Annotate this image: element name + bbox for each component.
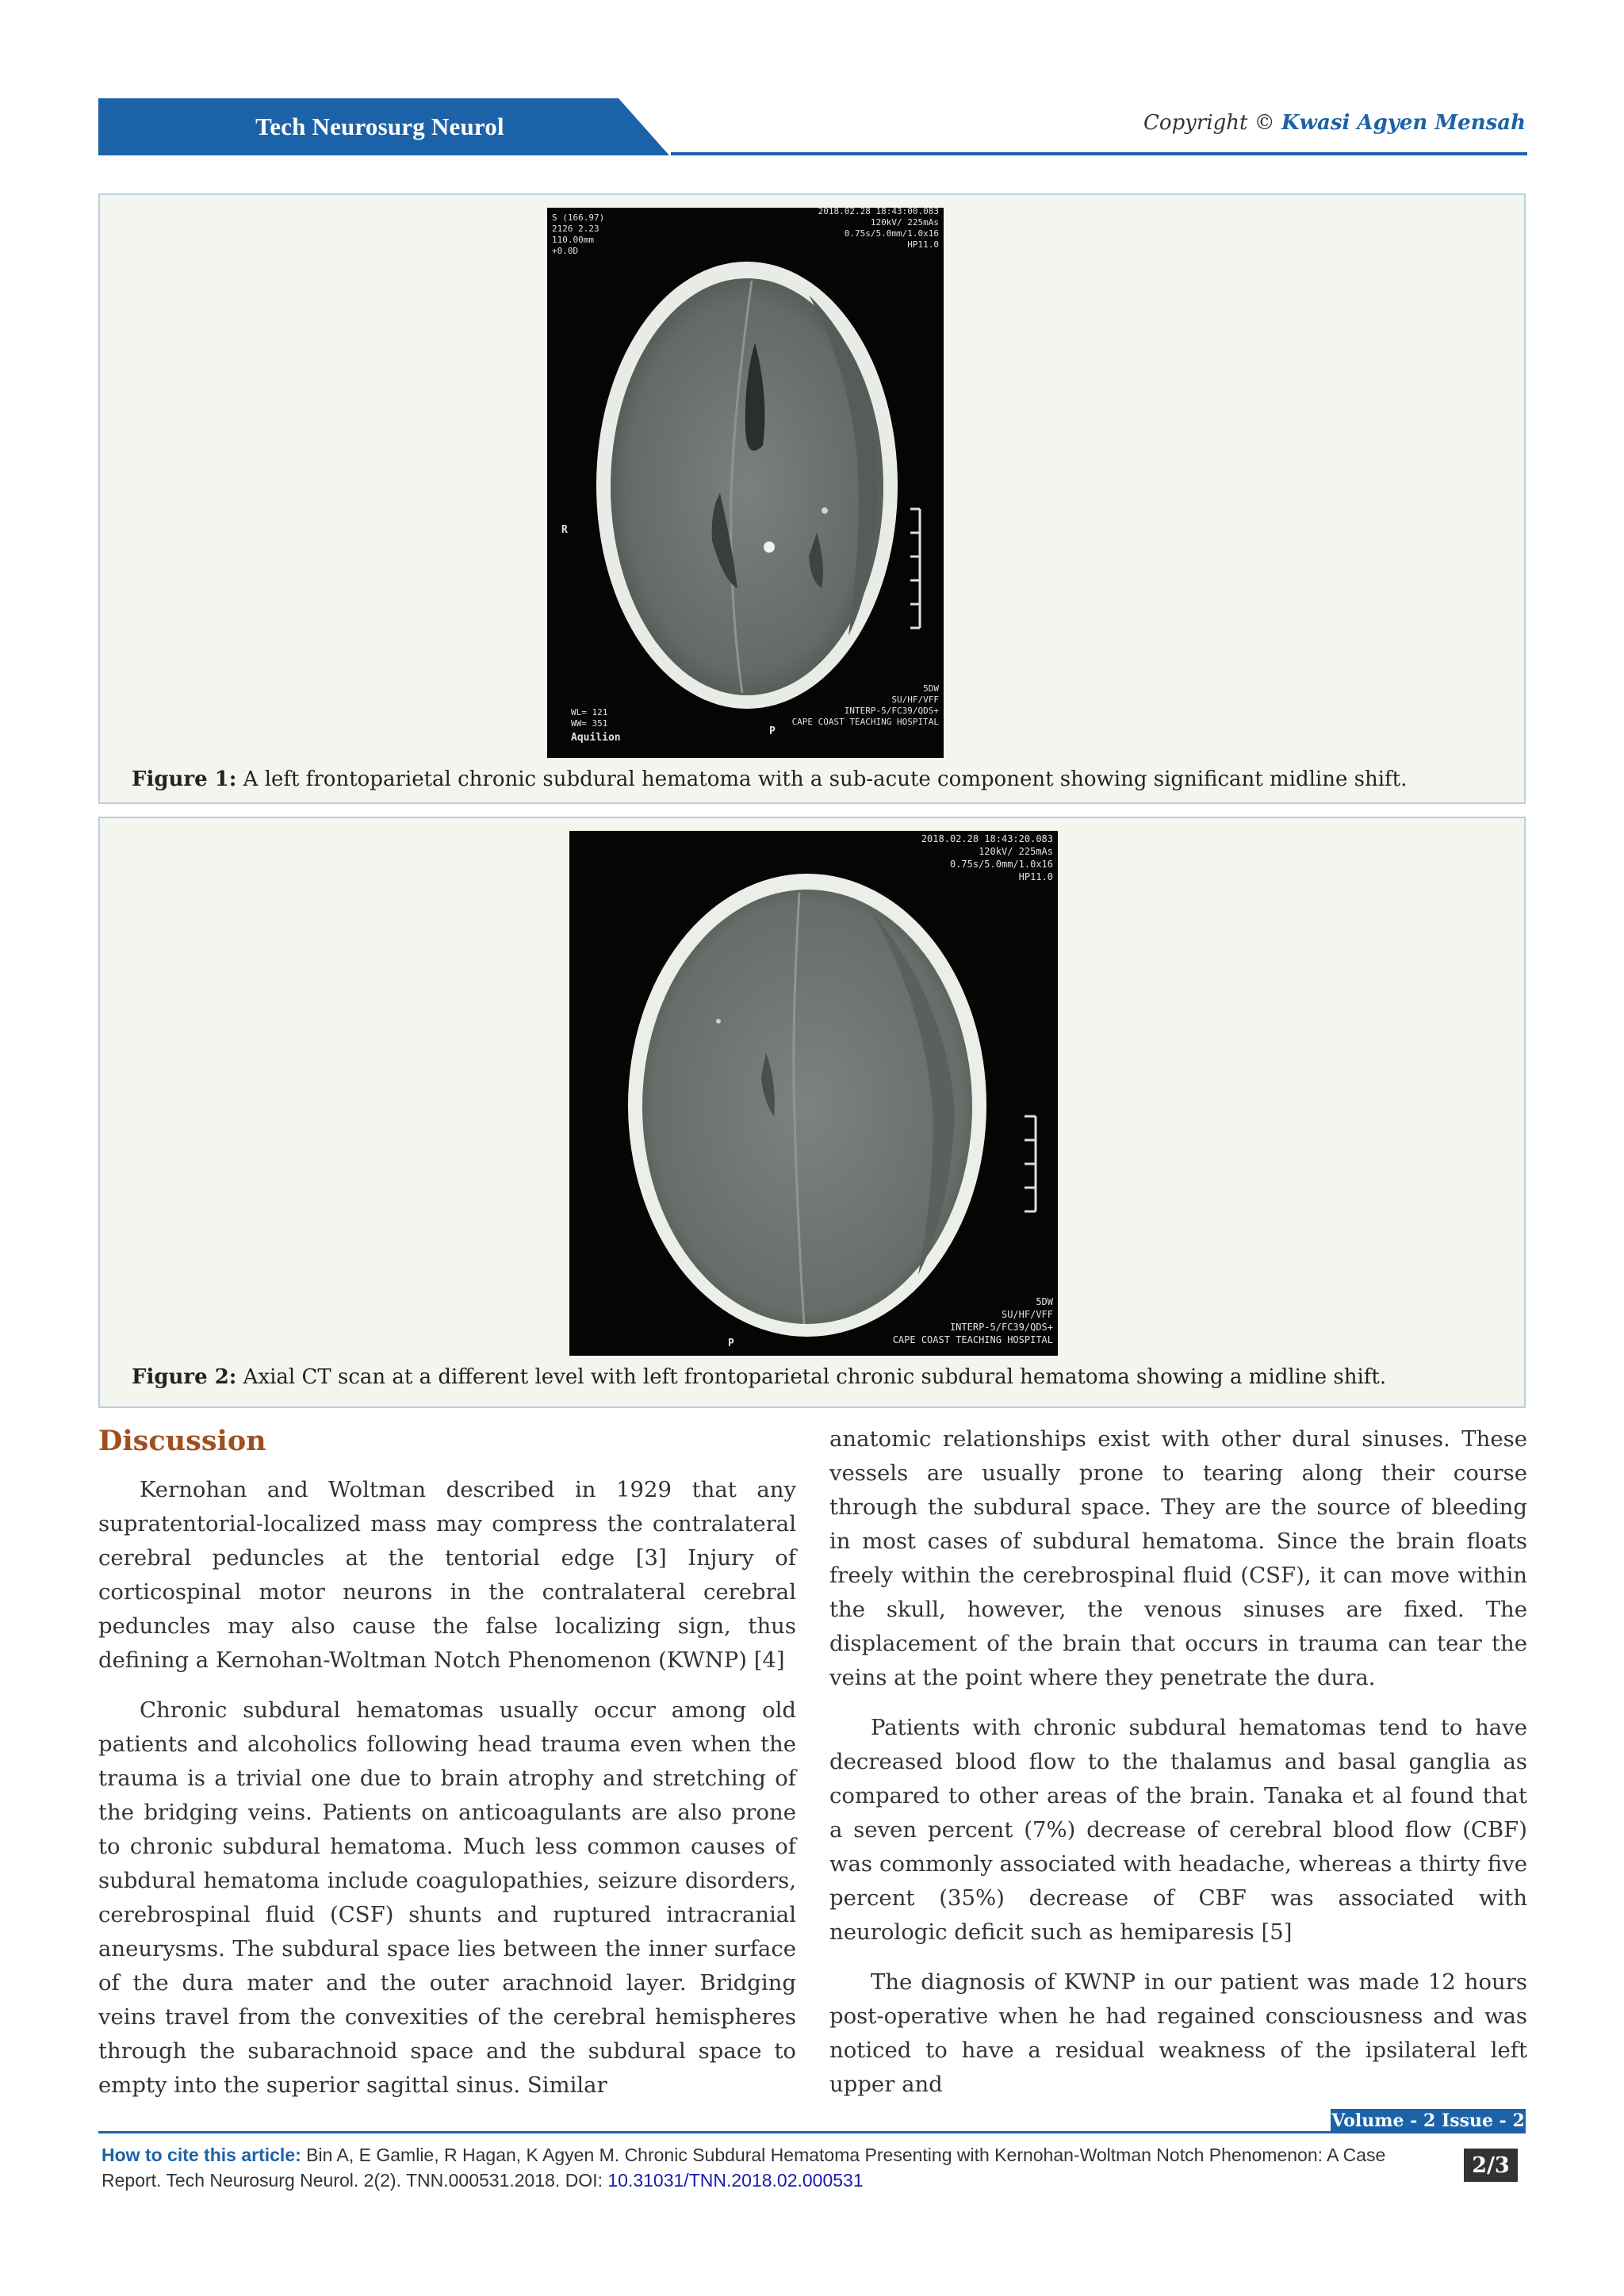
discussion-paragraph-5: The diagnosis of KWNP in our patient was made 12 hours post-operative when he had regained consciousness and was noticed to have a residual weakness of the ipsilateral left upper and <box>829 1969 1527 2097</box>
ct-scan-image-1 <box>547 208 944 758</box>
overlay-tl3: 110.00mm <box>552 235 594 245</box>
discussion-paragraph-4: Patients with chronic subdural hematomas tend to have decreased blood flow to the thalamus and basal ganglia as compared to other areas of the brain. Tanaka et al found that a seven percent (7%) decrease of cerebral blood flow (CBF) was commonly associated with headache, whereas a thirty five percent (35%) decrease of CBF was associated with neurologic deficit such as hemiparesis [5] <box>829 1715 1527 1945</box>
citation-text: Bin A, E Gamlie, R Hagan, K Agyen M. Chronic Subdural Hematoma Presenting with Kernohan-Woltman Notch Phenomenon: A Case Report. Tech Neurosurg Neurol. 2(2). TNN.000531.2018. DOI: <box>102 2145 1386 2191</box>
citation-label: How to cite this article: <box>102 2145 301 2165</box>
header-rule <box>671 152 1527 155</box>
page-number: 2/3 <box>1464 2149 1518 2182</box>
overlay2-tr4: HP11.0 <box>1018 871 1053 882</box>
discussion-paragraph-1: Kernohan and Woltman described in 1929 that any supratentorial-localized mass may compress the contralateral cerebral peduncles at the tentorial edge [3] Injury of corticospinal motor neurons in the contralateral cerebral peduncles may also cause the false localizing sign, thus defining a Kernohan-Woltman Notch Phenomenon (KWNP) [4] <box>98 1477 796 1673</box>
overlay2-tr2: 120kV/ 225mAs <box>979 846 1053 857</box>
overlay2-tr3: 0.75s/5.0mm/1.0x16 <box>949 859 1053 870</box>
overlay-side-r: R <box>561 524 568 536</box>
overlay-tl2: 2126 2.23 <box>552 224 599 234</box>
figure-1-caption-text: A left frontoparietal chronic subdural hematoma with a sub-acute component showing significant midline shift. <box>243 767 1408 791</box>
copyright-author: Kwasi Agyen Mensah <box>1281 111 1526 135</box>
ct-scan-1-graphic <box>547 208 944 758</box>
overlay-bl1: WL= 121 <box>571 707 608 718</box>
left-column <box>98 1421 796 2118</box>
overlay-tr1: 2018.02.28 18:43:00.083 <box>818 208 939 216</box>
citation <box>102 2142 1402 2193</box>
overlay-tr2: 120kV/ 225mAs <box>870 217 939 228</box>
copyright-prefix: Copyright © <box>1143 111 1275 135</box>
discussion-paragraph-2: Chronic subdural hematomas usually occur among old patients and alcoholics following head trauma even when the trauma is a trivial one due to brain atrophy and stretching of the bridging veins. Patients on anticoagulants are also prone to chronic subdural hematoma. Much less common causes of subdural hematoma include coagulopathies, seizure disorders, cerebrospinal fluid (CSF) shunts and ruptured intracranial aneurysms. The subdural space lies between the inner surface of the dura mater and the outer arachnoid layer. Bridging veins travel from the convexities of the cerebral hemispheres through the subarachnoid space and the subdural space to empty into the superior sagittal sinus. Similar <box>98 1697 796 2098</box>
citation-doi-link[interactable]: 10.31031/TNN.2018.02.000531 <box>607 2170 864 2191</box>
discussion-heading: Discussion <box>98 1425 266 1457</box>
right-column <box>829 1422 1527 2118</box>
footer-rule <box>98 2131 1526 2133</box>
overlay-br3: INTERP-5/FC39/QDS+ <box>844 706 939 716</box>
figure-1-label: Figure 1: <box>132 767 237 791</box>
journal-title: Tech Neurosurg Neurol <box>255 113 504 140</box>
figure-2 <box>98 817 1526 1408</box>
figure-1-caption <box>132 767 1407 791</box>
overlay-br4: CAPE COAST TEACHING HOSPITAL <box>791 717 939 727</box>
figure-2-caption-text: Axial CT scan at a different level with left frontoparietal chronic subdural hematoma showing a midline shift. <box>243 1365 1387 1389</box>
overlay2-br1: 5DW <box>1036 1296 1053 1307</box>
ct-scan-image-2 <box>569 831 1058 1356</box>
overlay-bl3: Aquilion <box>571 732 621 744</box>
overlay2-br4: CAPE COAST TEACHING HOSPITAL <box>892 1334 1053 1345</box>
figure-2-caption <box>132 1365 1386 1389</box>
copyright <box>1143 111 1526 135</box>
overlay-tl1: S (166.97) <box>552 212 605 223</box>
overlay-tr4: HP11.0 <box>907 239 939 250</box>
overlay2-bottom-p: P <box>728 1337 734 1349</box>
overlay2-br2: SU/HF/VFF <box>1001 1309 1053 1320</box>
overlay-br1: 5DW <box>923 683 939 694</box>
discussion-paragraph-3: anatomic relationships exist with other dural sinuses. These vessels are usually prone to tearing along their course through the subdural space. They are the source of bleeding in most cases of subdural hematoma. Since the brain floats freely within the cerebrospinal fluid (CSF), it can move within the skull, however, the venous sinuses are fixed. The displacement of the brain that occurs in trauma can tear the veins at the point where they penetrate the dura. <box>829 1426 1527 1690</box>
overlay-bl2: WW= 351 <box>571 718 608 729</box>
overlay-tr3: 0.75s/5.0mm/1.0x16 <box>844 228 939 239</box>
overlay-bottom-p: P <box>769 725 776 737</box>
overlay-br2: SU/HF/VFF <box>891 695 939 705</box>
figure-1 <box>98 193 1526 804</box>
ct-scan-2-graphic <box>569 831 1058 1356</box>
overlay2-br3: INTERP-5/FC39/QDS+ <box>949 1322 1053 1333</box>
overlay-tl4: +0.0D <box>552 246 579 256</box>
figure-2-label: Figure 2: <box>132 1365 237 1389</box>
volume-badge: Volume - 2 Issue - 2 <box>1331 2110 1525 2131</box>
overlay2-tr1: 2018.02.28 18:43:20.083 <box>921 833 1053 844</box>
